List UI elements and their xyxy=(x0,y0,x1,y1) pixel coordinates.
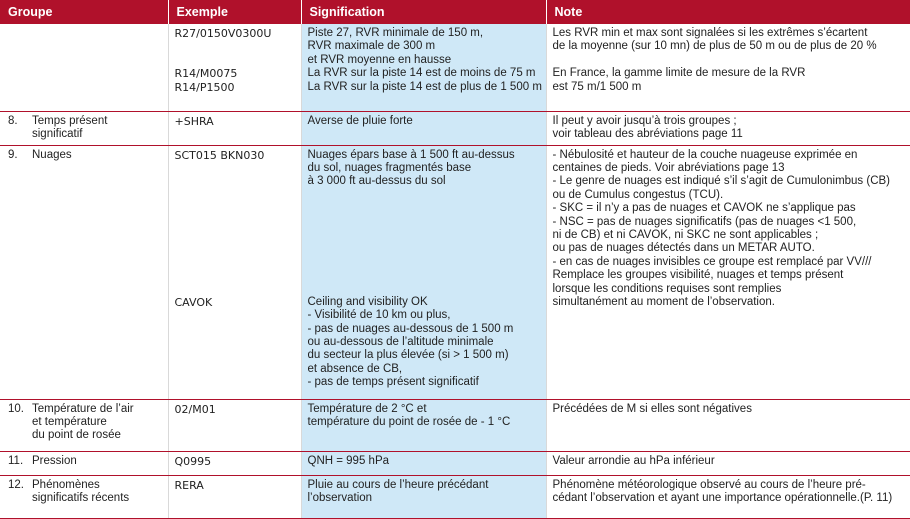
meaning-cell-line: Nuages épars base à 1 500 ft au-dessus xyxy=(307,148,515,161)
meaning-cell xyxy=(301,475,546,518)
note-cell-line: ou de Cumulus congestus (TCU). xyxy=(552,188,724,201)
note-cell xyxy=(546,475,910,518)
note-cell-line: - Nébulosité et hauteur de la couche nuageuse exprimée en xyxy=(552,148,858,161)
meaning-cell-line xyxy=(308,269,542,282)
note-cell xyxy=(546,145,910,399)
note-cell-line xyxy=(553,54,906,67)
meaning-cell xyxy=(301,145,546,399)
meaning-cell-line: Température de 2 °C et xyxy=(307,402,427,415)
meaning-cell-line: La RVR sur la piste 14 est de moins de 75 m xyxy=(307,67,536,80)
example-cell xyxy=(168,145,301,399)
meaning-cell-line: à 3 000 ft au-dessus du sol xyxy=(307,175,446,188)
meaning-cell-line: température du point de rosée de - 1 °C xyxy=(307,415,511,428)
example-cell-line xyxy=(175,269,297,282)
example-cell-line: RERA xyxy=(174,478,204,492)
meaning-cell-line: - pas de nuages au-dessous de 1 500 m xyxy=(307,322,514,335)
note-cell-line: Les RVR min et max sont signalées si les extrêmes s’écartent xyxy=(552,27,868,39)
meaning-cell-line: et absence de CB, xyxy=(307,362,403,375)
example-cell-line xyxy=(175,175,297,188)
note-cell-line: Valeur arrondie au hPa inférieur xyxy=(552,454,715,467)
note-cell-line: voir tableau des abréviations page 11 xyxy=(552,127,743,140)
meaning-cell-line: RVR maximale de 300 m xyxy=(307,40,436,53)
note-cell-line: ou pas de nuages détectés dans un METAR AUTO. xyxy=(552,242,815,255)
example-cell-line xyxy=(175,242,297,255)
meaning-cell-line: - pas de temps présent significatif xyxy=(307,376,479,389)
note-cell-line: est 75 m/1 500 m xyxy=(552,80,642,93)
group-cell xyxy=(0,145,168,399)
example-cell-line: SCT015 BKN030 xyxy=(174,148,265,162)
meaning-cell-line: l’observation xyxy=(307,491,373,504)
table-row xyxy=(0,399,910,451)
group-label: significatifs récents xyxy=(32,491,130,504)
example-cell-line: Q0995 xyxy=(174,454,212,468)
example-cell-line: CAVOK xyxy=(174,295,213,309)
group-label: significatif xyxy=(32,127,83,140)
note-cell-line: Remplace les groupes visibilité, nuages et temps présent xyxy=(552,269,844,282)
meaning-cell-line: La RVR sur la piste 14 est de plus de 1 500 m xyxy=(307,80,542,93)
header-groupe: Groupe xyxy=(0,0,168,24)
note-cell-line: Phénomène météorologique observé au cours de l’heure pré- xyxy=(552,478,866,491)
meaning-cell-line xyxy=(308,216,542,229)
example-cell-line: +SHRA xyxy=(174,114,214,128)
example-cell-line: R14/M0075 xyxy=(174,67,238,81)
meaning-cell xyxy=(301,24,546,111)
meaning-cell-line: et RVR moyenne en hausse xyxy=(307,53,452,66)
table-row xyxy=(0,475,910,518)
header-signification: Signification xyxy=(301,0,546,24)
example-cell-line xyxy=(175,229,297,242)
note-cell-line: centaines de pieds. Voir abréviations page 13 xyxy=(552,161,785,174)
table-row xyxy=(0,145,910,399)
group-label: Phénomènes xyxy=(32,478,100,491)
example-cell-line xyxy=(175,282,297,295)
meaning-cell-line xyxy=(308,282,542,295)
example-cell-line: R27/0150V0300U xyxy=(174,27,272,40)
group-number: 11. xyxy=(8,454,24,467)
meaning-cell-line: du sol, nuages fragmentés base xyxy=(307,161,472,174)
example-cell xyxy=(168,24,301,111)
group-number: 9. xyxy=(8,148,18,161)
meaning-cell-line: ou au-dessous de l’altitude minimale xyxy=(307,336,494,349)
note-cell xyxy=(546,111,910,145)
example-cell-line xyxy=(175,202,297,215)
note-cell-line: - SKC = il n’y a pas de nuages et CAVOK ne s’applique pas xyxy=(552,202,856,215)
meaning-cell-line: Ceiling and visibility OK xyxy=(307,295,428,308)
example-cell-line xyxy=(175,215,297,228)
example-cell xyxy=(168,111,301,145)
example-cell xyxy=(168,399,301,451)
note-cell xyxy=(546,399,910,451)
header-note: Note xyxy=(546,0,910,24)
table-row xyxy=(0,111,910,145)
example-cell-line xyxy=(175,256,297,269)
group-label: Nuages xyxy=(32,148,72,161)
note-cell-line: - Le genre de nuages est indiqué s’il s’agit de Cumulonimbus (CB) xyxy=(552,175,891,188)
group-number: 12. xyxy=(8,478,24,491)
group-number: 10. xyxy=(8,402,24,415)
example-cell-line xyxy=(175,189,297,202)
note-cell-line: de la moyenne (sur 10 mn) de plus de 50 m ou de plus de 20 % xyxy=(552,40,877,53)
note-cell-line: - en cas de nuages invisibles ce groupe est remplacé par VV/// xyxy=(552,255,872,268)
meaning-cell-line: QNH = 995 hPa xyxy=(307,454,390,467)
group-label: Pression xyxy=(32,454,77,467)
example-cell xyxy=(168,475,301,518)
table-row xyxy=(0,451,910,475)
header-exemple: Exemple xyxy=(168,0,301,24)
group-label: du point de rosée xyxy=(32,429,121,442)
note-cell-line: ni de CB) et ni CAVOK, ni SKC ne sont applicables ; xyxy=(552,228,819,241)
note-cell-line: - NSC = pas de nuages significatifs (pas de nuages <1 500, xyxy=(552,215,857,228)
meaning-cell-line xyxy=(308,189,542,202)
example-cell-line xyxy=(175,40,297,53)
meaning-cell-line xyxy=(308,256,542,269)
group-cell xyxy=(0,399,168,451)
group-cell xyxy=(0,24,168,111)
meaning-cell xyxy=(301,399,546,451)
meaning-cell-line: Averse de pluie forte xyxy=(307,114,413,127)
group-number: 8. xyxy=(8,114,18,127)
meaning-cell-line: du secteur la plus élevée (si > 1 500 m) xyxy=(307,349,509,362)
meaning-cell-line: Pluie au cours de l’heure précédant xyxy=(307,478,489,491)
table-row xyxy=(0,24,910,111)
group-cell xyxy=(0,475,168,518)
note-cell-line: lorsque les conditions requises sont remplies xyxy=(552,282,782,295)
example-cell xyxy=(168,451,301,475)
note-cell-line: cédant l’observation et ayant une importance opérationnelle.(P. 11) xyxy=(552,491,893,504)
meaning-cell-line xyxy=(308,229,542,242)
example-cell-line: R14/P1500 xyxy=(174,80,235,94)
group-cell xyxy=(0,111,168,145)
example-cell-line xyxy=(175,54,297,67)
example-cell-line: 02/M01 xyxy=(174,402,216,416)
meaning-cell-line: - Visibilité de 10 km ou plus, xyxy=(307,309,451,322)
meaning-cell-line: Piste 27, RVR minimale de 150 m, xyxy=(307,27,484,39)
meaning-cell-line xyxy=(308,242,542,255)
note-cell xyxy=(546,451,910,475)
header-row xyxy=(0,0,910,24)
group-cell xyxy=(0,451,168,475)
meaning-cell-line xyxy=(308,202,542,215)
note-cell-line: simultanément au moment de l’observation. xyxy=(552,295,775,308)
example-cell-line xyxy=(175,162,297,175)
group-label: et température xyxy=(32,415,107,428)
meaning-cell xyxy=(301,451,546,475)
note-cell-line: En France, la gamme limite de mesure de la RVR xyxy=(552,67,806,80)
group-label: Température de l’air xyxy=(32,402,134,415)
note-cell-line: Précédées de M si elles sont négatives xyxy=(552,402,752,415)
meaning-cell xyxy=(301,111,546,145)
note-cell xyxy=(546,24,910,111)
group-label: Temps présent xyxy=(32,114,108,127)
note-cell-line: Il peut y avoir jusqu’à trois groupes ; xyxy=(552,114,737,127)
